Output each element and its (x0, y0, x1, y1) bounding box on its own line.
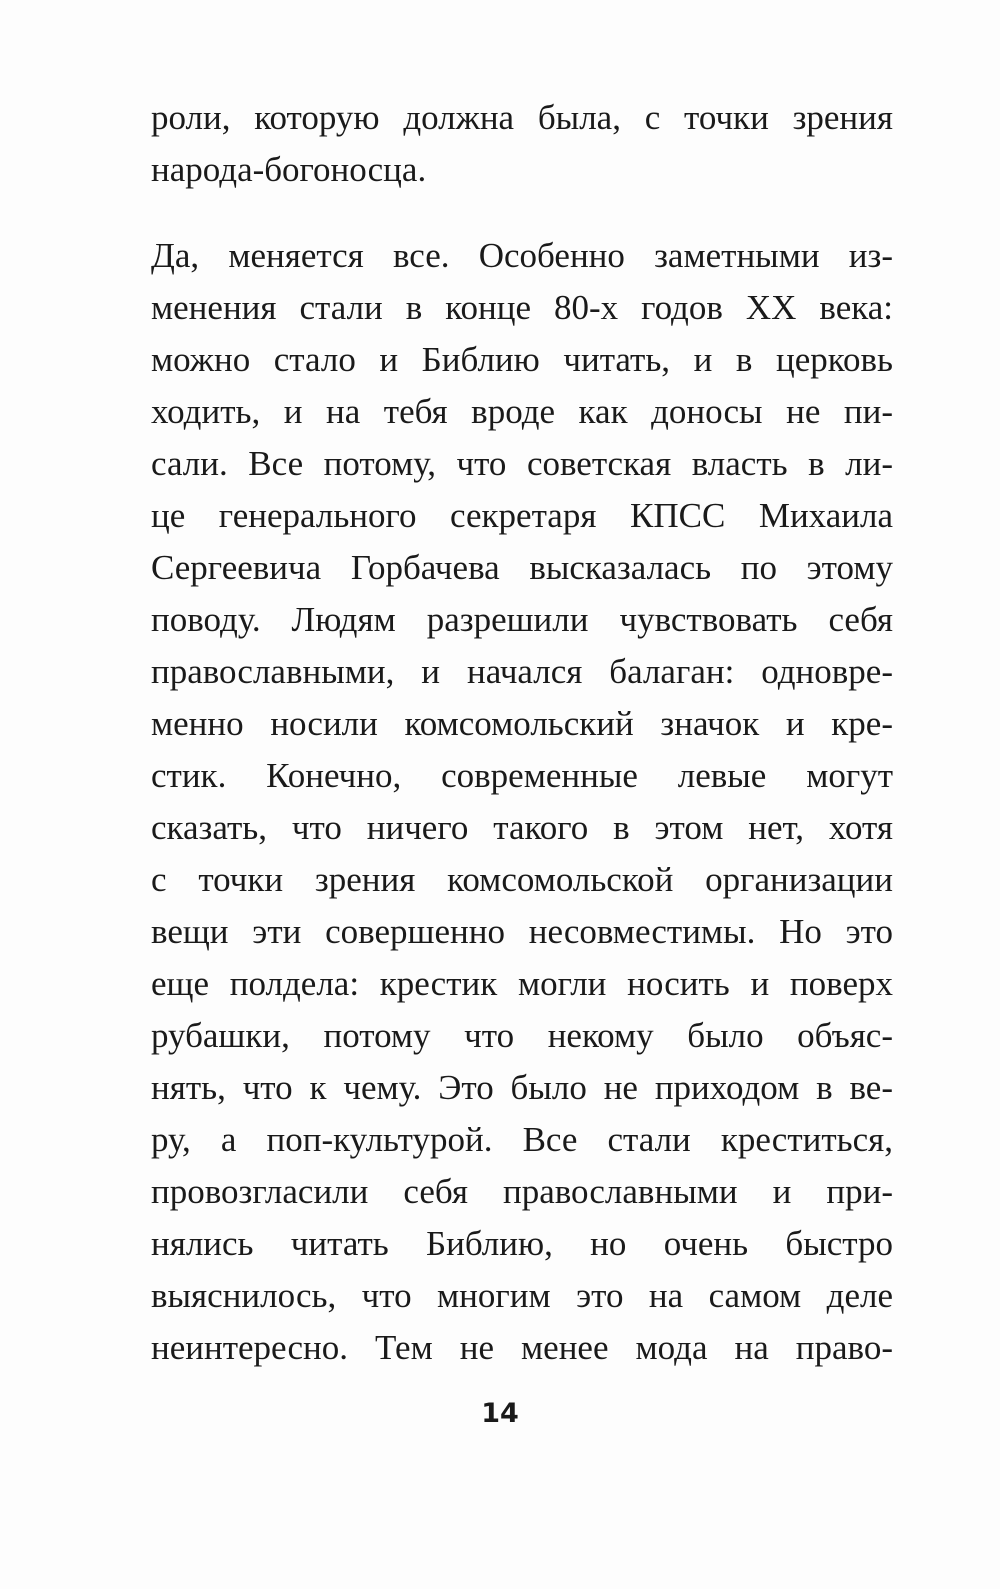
page-number: 14 (481, 1398, 519, 1429)
text-line: Сергеевича Горбачева высказалась по этому (151, 548, 893, 587)
text-line: Да, меняется все. Особенно заметными из- (151, 236, 893, 275)
text-line: нялись читать Библию, но очень быстро (151, 1224, 893, 1263)
text-line: православными, и начался балаган: одновре- (151, 652, 893, 691)
text-line: сали. Все потому, что советская власть в ли- (151, 444, 893, 483)
text-line: рубашки, потому что некому было объяс- (151, 1016, 893, 1055)
text-line: ходить, и на тебя вроде как доносы не пи- (151, 392, 893, 431)
body-text (151, 92, 893, 1374)
text-line: с точки зрения комсомольской организации (151, 860, 893, 899)
text-line: ру, а поп-культурой. Все стали креститься, (151, 1120, 893, 1159)
text-line: народа-богоносца. (151, 150, 427, 189)
text-line: сказать, что ничего такого в этом нет, хотя (151, 808, 893, 847)
text-line: неинтересно. Тем не менее мода на право- (151, 1328, 893, 1367)
text-line: поводу. Людям разрешили чувствовать себя (151, 600, 893, 639)
text-line: провозгласили себя православными и при- (151, 1172, 893, 1211)
text-line: нять, что к чему. Это было не приходом в ве- (151, 1068, 893, 1107)
paragraph-gap (151, 196, 893, 230)
text-line: менения стали в конце 80-х годов XX века: (151, 288, 893, 327)
text-line: вещи эти совершенно несовместимы. Но это (151, 912, 893, 951)
paragraph (151, 230, 893, 1374)
text-line: выяснилось, что многим это на самом деле (151, 1276, 893, 1315)
text-line: еще полдела: крестик могли носить и поверх (151, 964, 893, 1003)
text-line: стик. Конечно, современные левые могут (151, 756, 893, 795)
paragraph (151, 92, 893, 196)
text-line: це генерального секретаря КПСС Михаила (151, 496, 893, 535)
text-line: можно стало и Библию читать, и в церковь (151, 340, 893, 379)
text-line: менно носили комсомольский значок и кре- (151, 704, 893, 743)
text-line: роли, которую должна была, с точки зрения (151, 98, 893, 137)
